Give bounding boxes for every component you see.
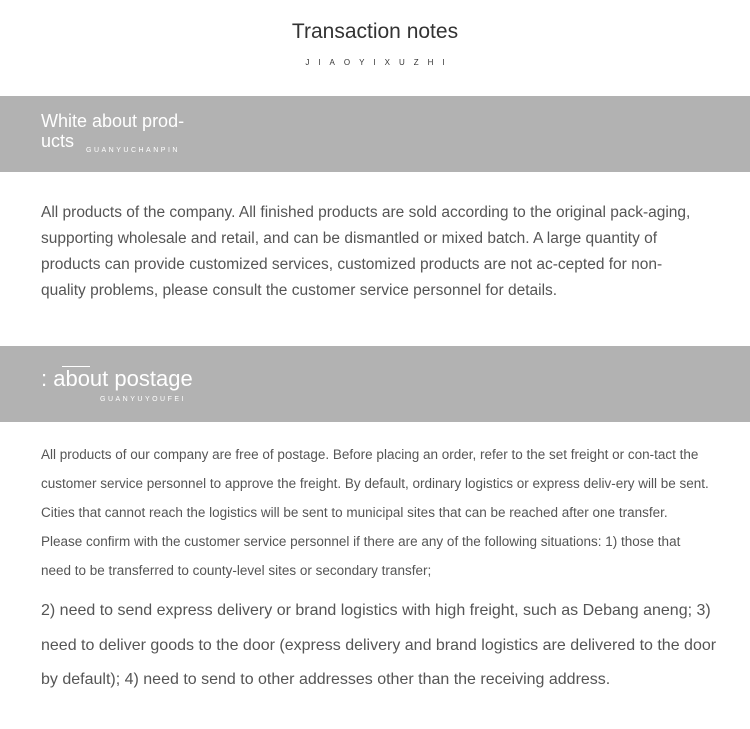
- products-paragraph: All products of the company. All finished products are sold according to the original pack-aging, supporting wholesale and retail, and can be dismantled or mixed batch. A large quantity of products can provide customized services, customized products are not ac-cepted for non-quality problems, please consult the customer service personnel for details.: [41, 204, 691, 299]
- section-banner-postage: [0, 346, 750, 422]
- page-title: Transaction notes: [291, 20, 459, 43]
- section-heading-postage: : about postage: [41, 366, 193, 391]
- section-pinyin-postage: GUANYUYOUFEI: [100, 396, 187, 403]
- section-banner-products: [0, 96, 750, 172]
- section-heading-products: White about prod-ucts: [41, 111, 185, 151]
- section-pinyin-products: GUANYUCHANPIN: [86, 147, 180, 154]
- page-subtitle-pinyin: JIAOYIXUZHI: [305, 58, 454, 67]
- postage-paragraph: All products of our company are free of postage. Before placing an order, refer to the set freight or con-tact the customer service personnel to approve the freight. By default, ordinary logistics or express deliv-ery will be sent. Cities that cannot reach the logistics will be sent to municipal sites that can be reached after one transfer. Please confirm with the customer service personnel if there are any of the following situations: 1) those that need to be transferred to county-level sites or secondary transfer;: [41, 447, 709, 578]
- page-header: [0, 0, 750, 96]
- postage-paragraph-continued: 2) need to send express delivery or brand logistics with high freight, such as Debang aneng; 3) need to deliver goods to the door (express delivery and brand logistics are delivered to the door by default); 4) need to send to other addresses other than the receiving address.: [41, 602, 717, 688]
